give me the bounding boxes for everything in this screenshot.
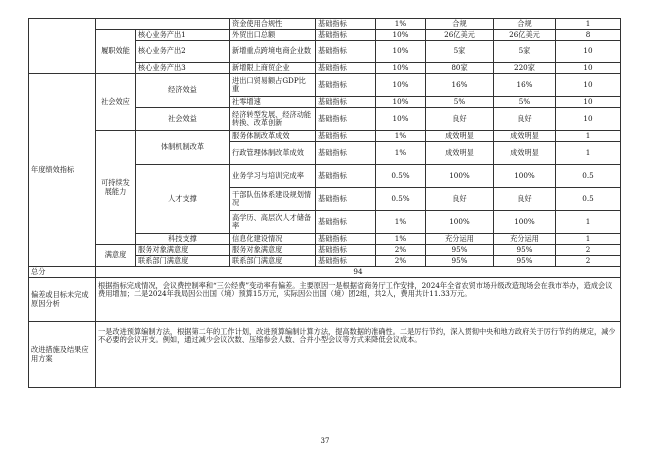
target-cell: 5家 <box>426 41 494 63</box>
indicator-cell: 业务学习与培训完成率 <box>230 165 316 188</box>
weight-cell: 10% <box>376 74 426 97</box>
total-row <box>29 267 621 278</box>
actual-cell: 26亿美元 <box>494 30 556 41</box>
weight-cell: 0.5% <box>376 165 426 188</box>
type-cell: 基础指标 <box>316 19 376 30</box>
performance-table <box>28 18 621 388</box>
weight-cell: 1% <box>376 142 426 165</box>
total-value: 94 <box>96 267 621 278</box>
indicator-cell: 高学历、高层次人才储备率 <box>230 211 316 234</box>
empty-cell <box>96 19 230 30</box>
secondary-indicator-cell: 服务对象满意度 <box>136 245 230 256</box>
indicator-cell: 服务体制改革成效 <box>230 131 316 142</box>
deviation-text: 根据指标完成情况，会议费控制率和“三公经费”变动率有偏差。主要原因一是根据省商务厅工作安排，2024年全省农贸市场升级改造现场会在我市举办，造成会议费用增加；二是2024年我局因公出国（境）预算15万元，实际因公出国（境）团2组，共2人，费用共计11.33万元。 <box>96 278 621 322</box>
deviation-label: 偏差或目标未完成原因分析 <box>29 278 96 322</box>
weight-cell: 0.5% <box>376 188 426 211</box>
secondary-indicator-cell: 核心业务产出2 <box>136 41 230 63</box>
indicator-cell: 社零增速 <box>230 97 316 108</box>
secondary-indicator-cell: 体制机制改革 <box>136 131 230 165</box>
actual-cell: 良好 <box>494 108 556 131</box>
category-label: 社会效应 <box>96 74 136 131</box>
score-cell: 1 <box>556 211 621 234</box>
score-cell: 8 <box>556 30 621 41</box>
actual-cell: 成效明显 <box>494 142 556 165</box>
actual-cell: 5% <box>494 97 556 108</box>
indicator-cell: 行政管理体制改革成效 <box>230 142 316 165</box>
type-cell: 基础指标 <box>316 131 376 142</box>
target-cell: 成效明显 <box>426 142 494 165</box>
actual-cell: 合规 <box>494 19 556 30</box>
target-cell: 95% <box>426 245 494 256</box>
score-cell: 2 <box>556 256 621 267</box>
weight-cell: 2% <box>376 245 426 256</box>
type-cell: 基础指标 <box>316 142 376 165</box>
weight-cell: 2% <box>376 256 426 267</box>
secondary-indicator-cell: 核心业务产出3 <box>136 63 230 74</box>
target-cell: 合规 <box>426 19 494 30</box>
target-cell: 26亿美元 <box>426 30 494 41</box>
score-cell: 10 <box>556 63 621 74</box>
actual-cell: 100% <box>494 211 556 234</box>
total-label: 总分 <box>29 267 96 278</box>
type-cell: 基础指标 <box>316 30 376 41</box>
secondary-indicator-cell: 核心业务产出1 <box>136 30 230 41</box>
measures-label: 改进措施及结果应用方案 <box>29 322 96 388</box>
indicator-cell: 干部队伍体系建设规划情况 <box>230 188 316 211</box>
actual-cell: 95% <box>494 245 556 256</box>
table-row <box>29 245 621 256</box>
target-cell: 100% <box>426 165 494 188</box>
indicator-cell: 资金使用合规性 <box>230 19 316 30</box>
target-cell: 良好 <box>426 188 494 211</box>
table-row <box>29 131 621 142</box>
secondary-indicator-cell: 联系部门满意度 <box>136 256 230 267</box>
score-cell: 1 <box>556 142 621 165</box>
actual-cell: 95% <box>494 256 556 267</box>
target-cell: 充分运用 <box>426 234 494 245</box>
type-cell: 基础指标 <box>316 108 376 131</box>
score-cell: 0.5 <box>556 188 621 211</box>
weight-cell: 10% <box>376 97 426 108</box>
indicator-cell: 新增重点跨境电商企业数 <box>230 41 316 63</box>
type-cell: 基础指标 <box>316 234 376 245</box>
score-cell: 1 <box>556 234 621 245</box>
weight-cell: 1% <box>376 131 426 142</box>
measures-row <box>29 322 621 388</box>
actual-cell: 充分运用 <box>494 234 556 245</box>
type-cell: 基础指标 <box>316 74 376 97</box>
indicator-cell: 联系部门满意度 <box>230 256 316 267</box>
type-cell: 基础指标 <box>316 97 376 108</box>
actual-cell: 成效明显 <box>494 131 556 142</box>
page-number: 37 <box>320 437 330 445</box>
indicator-cell: 进出口贸易额占GDP比重 <box>230 74 316 97</box>
type-cell: 基础指标 <box>316 188 376 211</box>
target-cell: 80家 <box>426 63 494 74</box>
table-row <box>29 19 621 30</box>
indicator-cell: 信息化建设情况 <box>230 234 316 245</box>
score-cell: 0.5 <box>556 165 621 188</box>
actual-cell: 16% <box>494 74 556 97</box>
actual-cell: 100% <box>494 165 556 188</box>
measures-text: 一是改进预算编制方法，根据第二年的工作计划，改进预算编制计算方法，提高数据的准确性。二是厉行节约，深入贯彻中央和地方政府关于厉行节约的规定，减少不必要的会议开支。例如，通过减少会议次数、压缩参会人数、合并小型会议等方式来降低会议成本。 <box>96 322 621 388</box>
secondary-indicator-cell: 经济效益 <box>136 74 230 108</box>
weight-cell: 10% <box>376 30 426 41</box>
score-cell: 10 <box>556 41 621 63</box>
indicator-cell: 外贸出口总额 <box>230 30 316 41</box>
actual-cell: 5家 <box>494 41 556 63</box>
category-label: 可持续发展能力 <box>96 131 136 245</box>
weight-cell: 1% <box>376 211 426 234</box>
indicator-cell: 新增限上商贸企业 <box>230 63 316 74</box>
target-cell: 良好 <box>426 108 494 131</box>
type-cell: 基础指标 <box>316 256 376 267</box>
type-cell: 基础指标 <box>316 63 376 74</box>
empty-cell <box>29 19 96 74</box>
weight-cell: 10% <box>376 63 426 74</box>
category-label: 履职效能 <box>96 30 136 74</box>
score-cell: 1 <box>556 131 621 142</box>
target-cell: 16% <box>426 74 494 97</box>
category-label: 满意度 <box>96 245 136 267</box>
score-cell: 1 <box>556 19 621 30</box>
type-cell: 基础指标 <box>316 245 376 256</box>
score-cell: 10 <box>556 74 621 97</box>
target-cell: 100% <box>426 211 494 234</box>
secondary-indicator-cell: 社会效益 <box>136 108 230 131</box>
secondary-indicator-cell: 人才支撑 <box>136 165 230 234</box>
secondary-indicator-cell: 科技支撑 <box>136 234 230 245</box>
weight-cell: 10% <box>376 108 426 131</box>
actual-cell: 良好 <box>494 188 556 211</box>
deviation-row <box>29 278 621 322</box>
indicator-cell: 服务对象满意度 <box>230 245 316 256</box>
score-cell: 10 <box>556 108 621 131</box>
weight-cell: 10% <box>376 41 426 63</box>
score-cell: 2 <box>556 245 621 256</box>
indicator-cell: 经济转型发展、经济动能转换、改革创新 <box>230 108 316 131</box>
weight-cell: 1% <box>376 234 426 245</box>
category-label: 年度绩效指标 <box>29 74 96 267</box>
type-cell: 基础指标 <box>316 165 376 188</box>
weight-cell: 1% <box>376 19 426 30</box>
table-row <box>29 74 621 97</box>
actual-cell: 220家 <box>494 63 556 74</box>
table-row <box>29 30 621 41</box>
type-cell: 基础指标 <box>316 41 376 63</box>
target-cell: 95% <box>426 256 494 267</box>
target-cell: 5% <box>426 97 494 108</box>
type-cell: 基础指标 <box>316 211 376 234</box>
score-cell: 10 <box>556 97 621 108</box>
target-cell: 成效明显 <box>426 131 494 142</box>
